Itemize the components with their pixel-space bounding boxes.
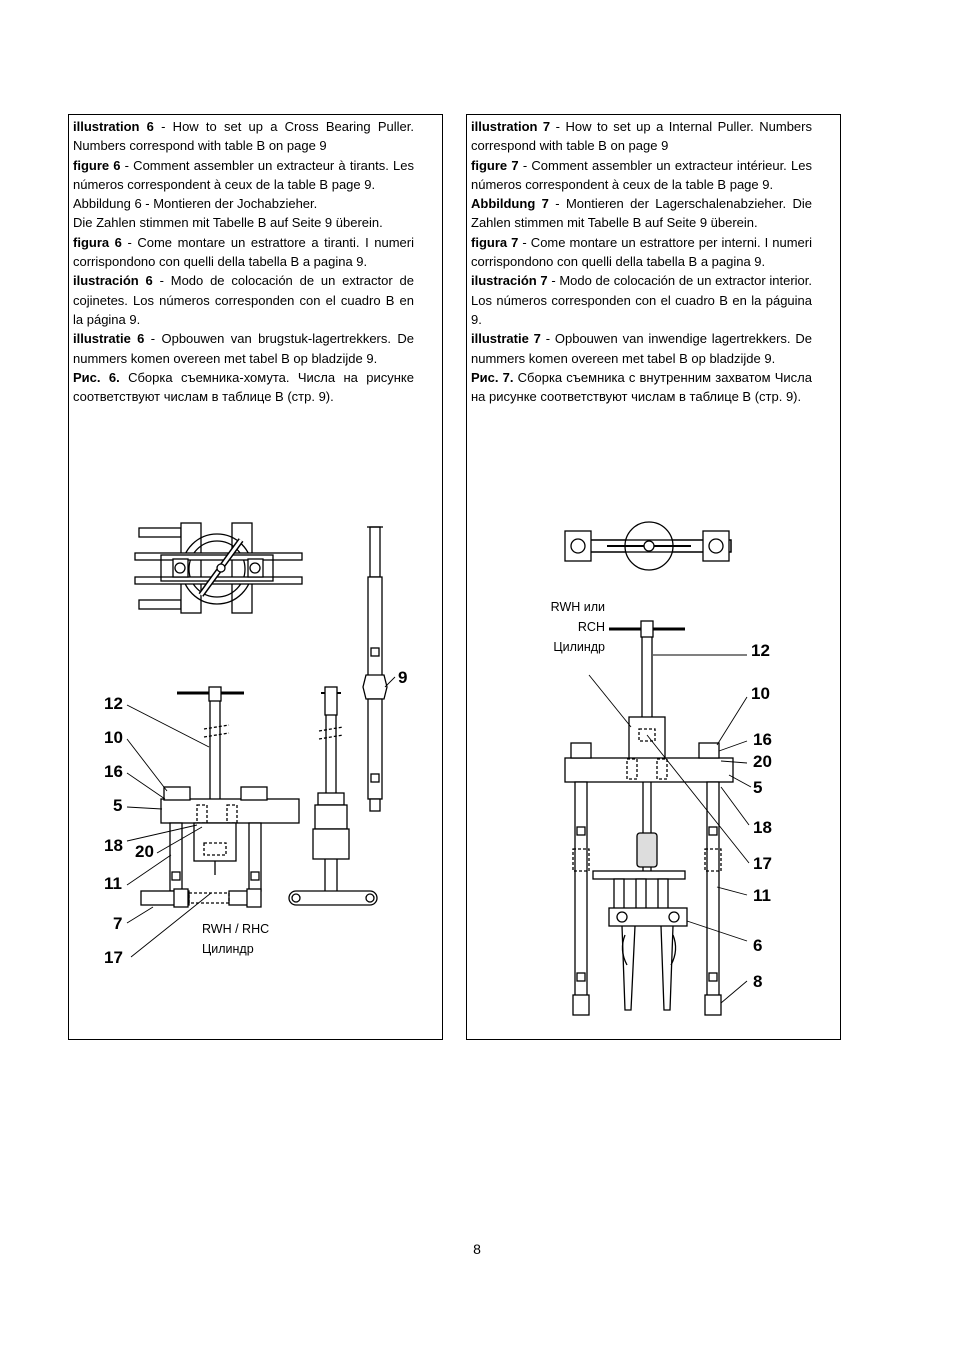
cylinder-label-line1: RWH / RHC [202, 922, 270, 936]
cylinder-label-line3: Цилиндр [553, 640, 605, 654]
cylinder-label-line2: RCH [577, 620, 605, 634]
caption-paragraph: Рис. 6. Сборка съемника-хомута. Числа на рисунке соответствуют числам в таблице В (стр. 9). [73, 369, 414, 405]
t-bar-assembly [289, 687, 377, 905]
callout-9: 9 [398, 668, 408, 687]
caption-paragraph: Abbildung 6 - Montieren der Jochabzieher. [73, 196, 318, 212]
callout-numbers [751, 641, 772, 991]
main-assembly [565, 621, 733, 1015]
callout-17: 17 [104, 948, 123, 967]
callout-5: 5 [113, 796, 123, 815]
cylinder-label [202, 922, 269, 956]
caption-paragraph: figura 6 - Come montare un estrattore a tiranti. I numeri corrispondono con quelli della tabella B a pagina 9. [73, 234, 414, 270]
caption-paragraph: figure 7 - Comment assembler un extracteur intérieur. Les números correspondent à ceux de la table B page 9. [471, 157, 812, 192]
cylinder-label-line2: Цилиндр [202, 942, 254, 956]
cylinder-label-line1: RWH или [550, 600, 605, 614]
caption-paragraph: illustratie 6 - Opbouwen van brugstuk-lagertrekkers. De nummers komen overeen met tabel B op bladzijde 9. [73, 331, 414, 366]
caption-paragraph: illustration 6 - How to set up a Cross Bearing Puller. Numbers correspond with table B on page 9 [73, 119, 414, 154]
callout-11: 11 [104, 874, 122, 893]
callout-20: 20 [135, 842, 154, 861]
illustration-7-panel [466, 114, 841, 1040]
callout-12: 12 [751, 641, 770, 660]
callout-7: 7 [113, 914, 123, 933]
callout-10: 10 [751, 684, 770, 703]
callout-16: 16 [753, 730, 772, 749]
caption-paragraph: Abbildung 7 - Montieren der Lagerschalenabzieher. Die Zahlen stimmen mit Tabelle B auf Seite 9 überein. [471, 196, 813, 231]
illustration-6-panel [68, 114, 443, 1040]
callout-11: 11 [753, 886, 771, 905]
caption-paragraph: figura 7 - Come montare un estrattore per interni. I numeri corrispondono con quelli della tabella B a pagina 9. [471, 234, 812, 270]
callout-12: 12 [104, 694, 123, 713]
internal-puller-drawing [467, 115, 841, 1040]
caption-paragraph: ilustración 6 - Modo de colocación de un extractor de cojinetes. Los números corresponden con el cuadro B en la página 9. [73, 273, 414, 327]
top-view-assembly [565, 522, 731, 570]
callout-16: 16 [104, 762, 123, 781]
cylinder-label [551, 600, 605, 654]
caption-paragraph: illustratie 7 - Opbouwen van inwendige lagertrekkers. De nummers komen overeen met tabel B op bladzijde 9. [471, 331, 812, 366]
callout-18: 18 [104, 836, 123, 855]
callout-18: 18 [753, 818, 772, 837]
caption-paragraph: ilustración 7 - Modo de colocación de un extractor interior. Los números corresponden con el cuadro B en la páguina 9. [471, 273, 812, 327]
callout-5: 5 [753, 778, 763, 797]
caption-paragraph: Рис. 7. Сборка съемника с внутренним захватом Числа на рисунке соответствуют числам в таблице В (стр. 9). [471, 369, 812, 405]
callout-17: 17 [753, 854, 772, 873]
caption-paragraph: Die Zahlen stimmen mit Tabelle B auf Seite 9 überein. [73, 215, 383, 231]
caption-paragraph: figure 6 - Comment assembler un extracteur à tirants. Les números correspondent à ceux de la table B page 9. [73, 157, 414, 192]
callout-10: 10 [104, 728, 123, 747]
callout-20: 20 [753, 752, 772, 771]
side-view-assembly [141, 687, 299, 907]
callout-leaders [589, 655, 751, 1003]
vertical-rod-assembly [363, 527, 387, 811]
callout-8: 8 [753, 972, 763, 991]
caption-paragraph: illustration 7 - How to set up a Internal Puller. Numbers correspond with table B on page 9 [471, 119, 812, 154]
callout-6: 6 [753, 936, 763, 955]
top-view-assembly [135, 523, 302, 613]
cross-bearing-puller-drawing [69, 115, 443, 1040]
page-number: 8 [473, 1241, 481, 1257]
